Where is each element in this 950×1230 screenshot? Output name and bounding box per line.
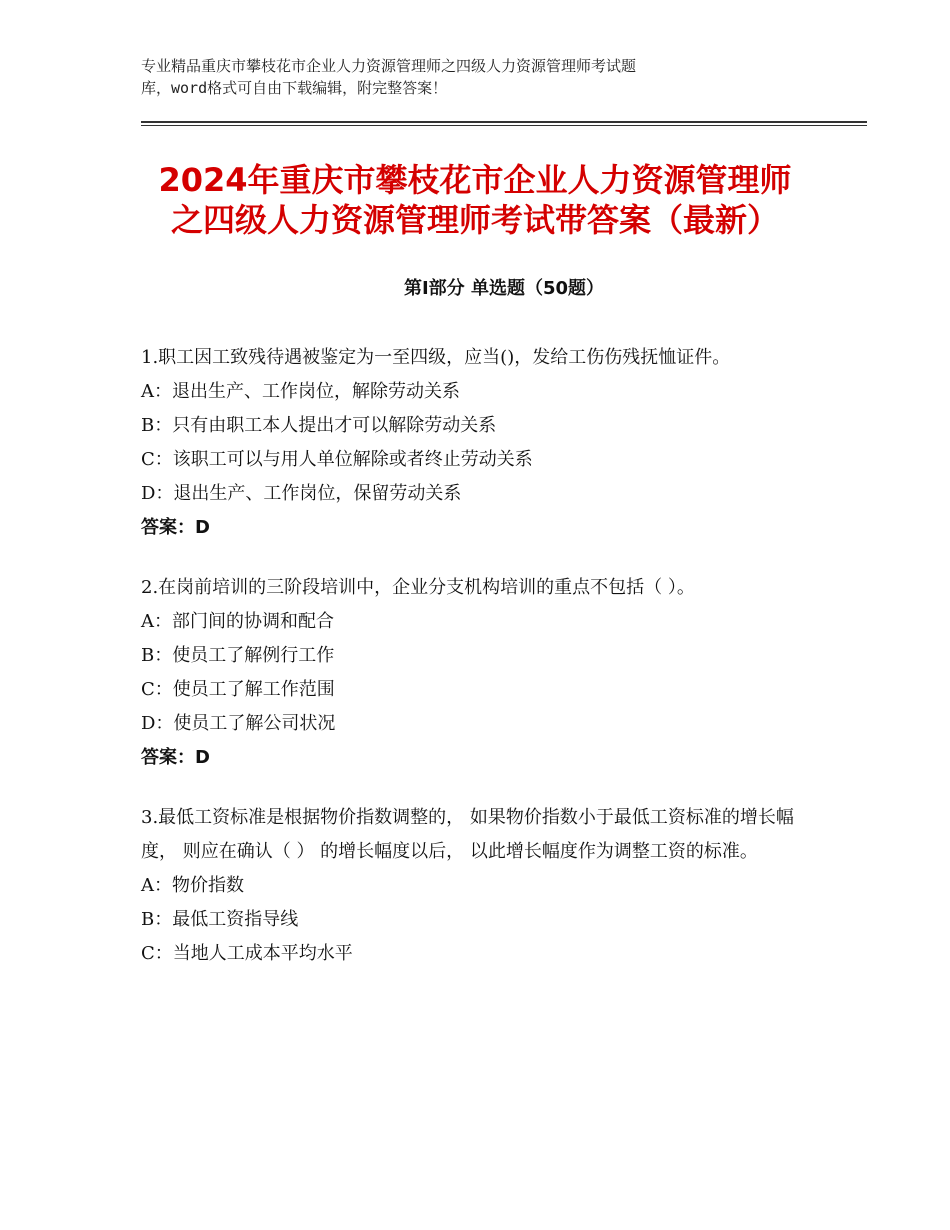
question-stem: 3.最低工资标准是根据物价指数调整的， 如果物价指数小于最低工资标准的增长幅度， 则应在确认（ ） 的增长幅度以后， 以此增长幅度作为调整工资的标准。: [141, 807, 794, 862]
section-title: 第Ⅰ部分 单选题（50题）: [403, 278, 604, 299]
header-note-line-1: 专业精品重庆市攀枝花市企业人力资源管理师之四级人力资源管理师考试题: [141, 57, 637, 75]
question-1: [141, 341, 821, 545]
option-b: B：最低工资指导线: [141, 909, 299, 930]
document-title-line-2: 之四级人力资源管理师考试带答案（最新）: [170, 201, 779, 239]
answer: 答案：D: [141, 517, 210, 538]
header-note: [141, 55, 781, 99]
header-note-line-2: 库，word格式可自由下载编辑，附完整答案！: [141, 79, 448, 97]
option-c: C：该职工可以与用人单位解除或者终止劳动关系: [141, 449, 533, 470]
question-stem: 1.职工因工致残待遇被鉴定为一至四级，应当()，发给工伤伤残抚恤证件。: [141, 347, 731, 368]
header-divider-thick: [141, 121, 867, 123]
header-divider-thin: [141, 125, 867, 126]
option-a: A：退出生产、工作岗位，解除劳动关系: [141, 381, 460, 402]
question-3: [141, 801, 821, 971]
answer: 答案：D: [141, 747, 210, 768]
option-d: D：使员工了解公司状况: [141, 713, 336, 734]
option-c: C：使员工了解工作范围: [141, 679, 335, 700]
option-a: A：物价指数: [141, 875, 244, 896]
question-2: [141, 571, 821, 775]
option-c: C：当地人工成本平均水平: [141, 943, 353, 964]
question-stem: 2.在岗前培训的三阶段培训中，企业分支机构培训的重点不包括（ ）。: [141, 577, 695, 598]
question-list: [141, 341, 821, 997]
option-d: D：退出生产、工作岗位，保留劳动关系: [141, 483, 462, 504]
option-a: A：部门间的协调和配合: [141, 611, 334, 632]
option-b: B：使员工了解例行工作: [141, 645, 335, 666]
document-title: [100, 160, 850, 240]
document-title-line-1: 2024年重庆市攀枝花市企业人力资源管理师: [158, 161, 792, 199]
option-b: B：只有由职工本人提出才可以解除劳动关系: [141, 415, 497, 436]
